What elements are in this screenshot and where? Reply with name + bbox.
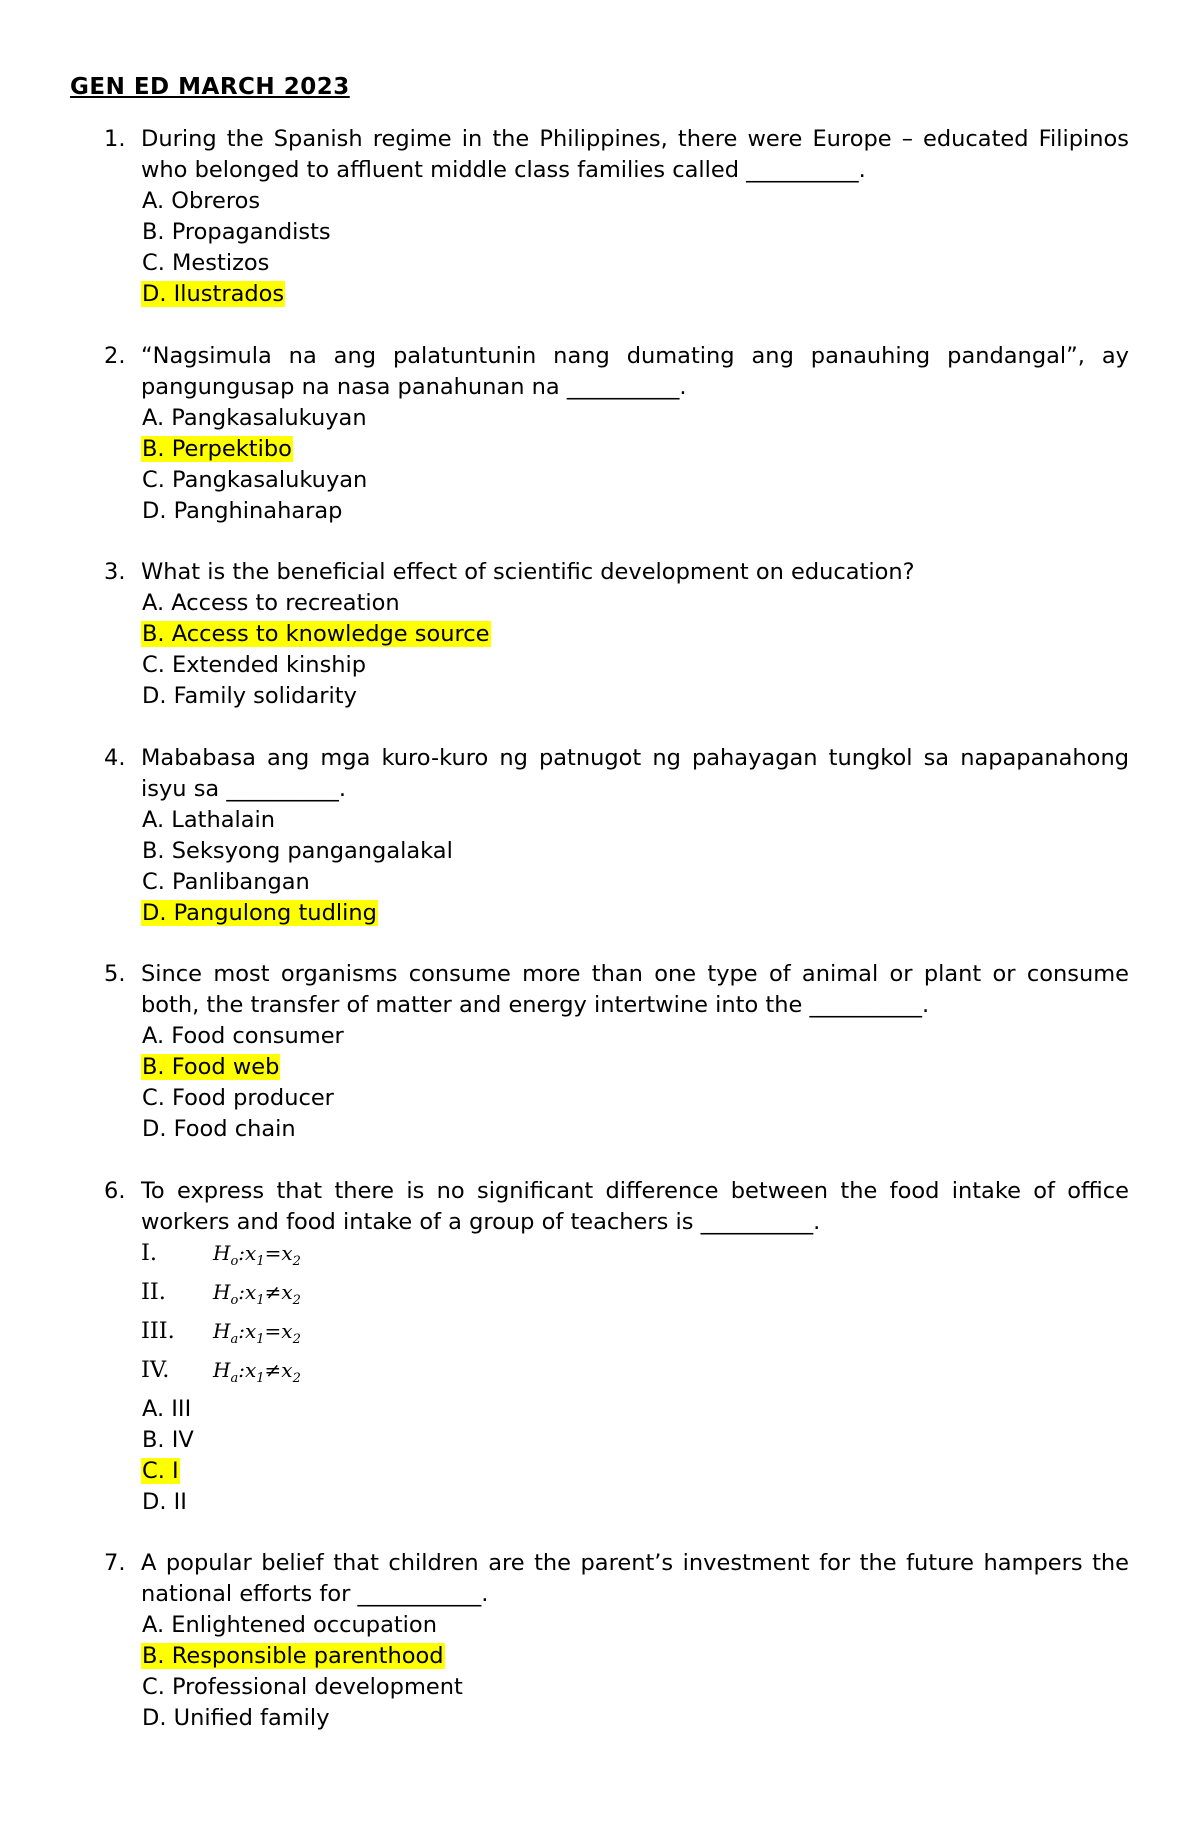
variable-x2: x — [281, 1357, 293, 1382]
option-text: D. Food chain — [142, 1116, 296, 1142]
option-text: A. Food consumer — [142, 1023, 344, 1049]
hypothesis-subscript: o — [230, 1292, 239, 1308]
variable-subscript-1: 1 — [256, 1253, 265, 1269]
question-stem: What is the beneficial effect of scientific development on education? — [141, 559, 915, 585]
roman-numeral: II. — [141, 1278, 166, 1305]
answer-option — [141, 1052, 1129, 1083]
answer-option — [141, 1641, 1129, 1672]
question-body — [141, 124, 1129, 310]
option-text: A. Enlightened occupation — [142, 1612, 437, 1638]
document-title: GEN ED MARCH 2023 — [70, 74, 350, 100]
highlighted-answer: B. Access to knowledge source — [142, 621, 490, 647]
variable-subscript-1: 1 — [256, 1331, 265, 1347]
answer-option — [141, 1610, 1129, 1641]
answer-option — [141, 1456, 1129, 1487]
question-number: 1. — [104, 126, 126, 152]
question-item — [70, 959, 1130, 1145]
option-text: C. Mestizos — [142, 250, 270, 276]
highlighted-answer: B. Responsible parenthood — [142, 1643, 444, 1669]
variable-x1: x — [244, 1318, 257, 1343]
option-text: C. Extended kinship — [142, 652, 367, 678]
question-stem: To express that there is no significant difference between the food intake of office workers and food intake of a group of teachers is __________. — [141, 1177, 1129, 1235]
hypothesis-expression: $H_o:x_1\ne x_2$ — [213, 1279, 301, 1308]
highlighted-answer: B. Perpektibo — [142, 435, 292, 462]
hypothesis-symbol: H — [213, 1357, 231, 1382]
question-number: 7. — [104, 1550, 126, 1576]
variable-x2: x — [281, 1279, 293, 1304]
hypothesis-expression: $H_a:x_1\ne x_2$ — [213, 1357, 301, 1386]
highlighted-answer: C. I — [142, 1457, 179, 1484]
question-item — [70, 1548, 1130, 1734]
hypothesis-subscript: a — [230, 1331, 239, 1347]
answer-option — [141, 434, 1129, 465]
question-number: 4. — [104, 744, 126, 771]
option-text: A. Lathalain — [142, 806, 276, 833]
answer-option — [141, 1021, 1129, 1052]
highlighted-answer: D. Pangulong tudling — [142, 899, 377, 926]
variable-subscript-1: 1 — [256, 1292, 265, 1308]
answer-option — [141, 217, 1129, 248]
question-number: 3. — [104, 559, 126, 585]
question-body — [141, 1548, 1129, 1734]
hypothesis-subscript: a — [230, 1370, 239, 1386]
question-stem: “Nagsimula na ang palatuntunin nang dumating ang panauhing pandangal”, ay pangungusap na nasa panahunan na __________. — [141, 342, 1129, 400]
question-number: 2. — [104, 342, 126, 369]
hypothesis-row — [141, 1316, 1129, 1355]
answer-option — [141, 403, 1129, 434]
question-list — [70, 124, 1130, 1734]
option-text: A. Obreros — [142, 188, 261, 214]
highlighted-answer: D. Ilustrados — [142, 281, 285, 307]
answer-option — [141, 1672, 1129, 1703]
answer-option — [141, 805, 1129, 836]
hypothesis-row — [141, 1277, 1129, 1316]
question-item — [70, 743, 1130, 929]
answer-option — [141, 248, 1129, 279]
option-text: C. Pangkasalukuyan — [142, 466, 368, 493]
roman-numeral: III. — [141, 1317, 175, 1344]
question-stem: Mababasa ang mga kuro-kuro ng patnugot ng pahayagan tungkol sa napapanahong isyu sa __________. — [141, 744, 1129, 802]
answer-option — [141, 1703, 1129, 1734]
question-body — [141, 743, 1129, 929]
option-text: B. Seksyong pangangalakal — [142, 837, 453, 864]
question-body — [141, 557, 1129, 712]
hypothesis-row — [141, 1355, 1129, 1394]
question-body — [141, 1176, 1129, 1518]
option-text: A. Pangkasalukuyan — [142, 404, 367, 431]
variable-subscript-2: 2 — [292, 1331, 301, 1347]
answer-option — [141, 496, 1129, 527]
relation-symbol: ≠ — [264, 1279, 282, 1304]
option-text: D. Family solidarity — [142, 683, 357, 709]
answer-option — [141, 681, 1129, 712]
variable-subscript-2: 2 — [292, 1253, 301, 1269]
question-item — [70, 557, 1130, 712]
roman-numeral: IV. — [141, 1356, 170, 1383]
question-item — [70, 1176, 1130, 1518]
hypothesis-symbol: H — [213, 1318, 231, 1343]
highlighted-answer: B. Food web — [142, 1054, 280, 1080]
document-page — [70, 70, 1130, 1765]
relation-symbol: = — [264, 1318, 282, 1343]
answer-option — [141, 1425, 1129, 1456]
hypothesis-row — [141, 1238, 1129, 1277]
answer-option — [141, 1083, 1129, 1114]
answer-option — [141, 1394, 1129, 1425]
question-body — [141, 959, 1129, 1145]
answer-option — [141, 465, 1129, 496]
answer-option — [141, 898, 1129, 929]
question-number: 6. — [104, 1177, 126, 1204]
answer-option — [141, 867, 1129, 898]
question-item — [70, 124, 1130, 310]
answer-option — [141, 619, 1129, 650]
answer-option — [141, 650, 1129, 681]
option-text: A. Access to recreation — [142, 590, 400, 616]
question-stem: During the Spanish regime in the Philippines, there were Europe – educated Filipinos who belonged to affluent middle class families called __________. — [141, 126, 1129, 183]
hypothesis-subscript: o — [230, 1253, 239, 1269]
question-stem: Since most organisms consume more than one type of animal or plant or consume both, the transfer of matter and energy intertwine into the __________. — [141, 961, 1129, 1018]
variable-x1: x — [245, 1279, 257, 1304]
option-text: C. Professional development — [142, 1674, 463, 1700]
variable-subscript-2: 2 — [292, 1292, 301, 1308]
variable-x2: x — [281, 1318, 293, 1343]
answer-option — [141, 1114, 1129, 1145]
answer-option — [141, 1487, 1129, 1518]
option-text: B. Propagandists — [142, 219, 331, 245]
answer-option — [141, 279, 1129, 310]
question-body — [141, 341, 1129, 527]
relation-symbol: = — [264, 1240, 282, 1265]
hypothesis-expression: $H_o:x_1=x_2$ — [213, 1240, 301, 1269]
answer-option — [141, 588, 1129, 619]
answer-option — [141, 186, 1129, 217]
hypothesis-expression: $H_a:x_1=x_2$ — [213, 1318, 301, 1347]
question-number: 5. — [104, 961, 126, 987]
option-text: C. Panlibangan — [142, 868, 310, 895]
variable-x2: x — [281, 1240, 293, 1265]
option-text: D. Unified family — [142, 1705, 330, 1731]
variable-x1: x — [245, 1240, 257, 1265]
option-text: C. Food producer — [142, 1085, 334, 1111]
question-item — [70, 341, 1130, 527]
answer-option — [141, 836, 1129, 867]
variable-subscript-2: 2 — [292, 1370, 301, 1386]
option-text: D. Panghinaharap — [142, 497, 343, 524]
question-stem: A popular belief that children are the parent’s investment for the future hampers the national efforts for ___________. — [141, 1550, 1129, 1607]
option-text: D. II — [142, 1488, 187, 1515]
variable-subscript-1: 1 — [256, 1370, 265, 1386]
option-text: A. III — [142, 1395, 192, 1422]
hypothesis-symbol: H — [213, 1279, 231, 1304]
hypothesis-symbol: H — [213, 1240, 231, 1265]
option-text: B. IV — [142, 1426, 194, 1453]
relation-symbol: ≠ — [264, 1357, 282, 1382]
variable-x1: x — [244, 1357, 257, 1382]
roman-numeral: I. — [141, 1239, 158, 1266]
